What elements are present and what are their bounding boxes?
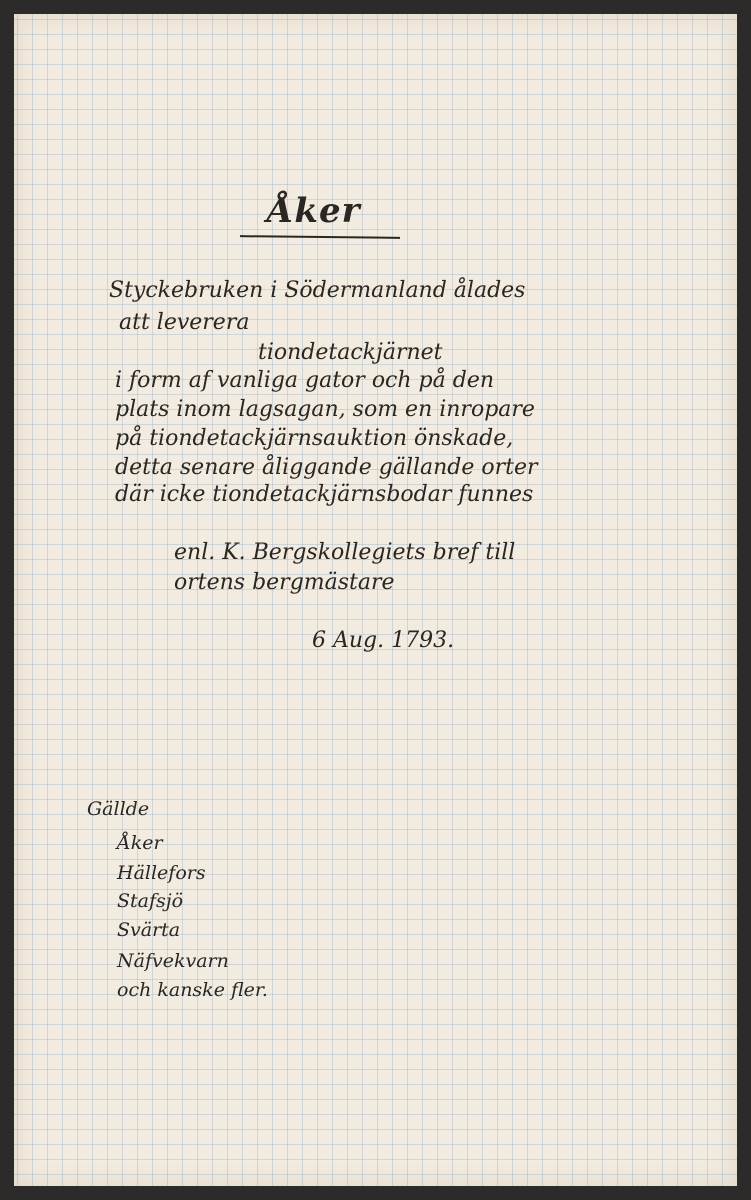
paragraph-line-3: tiondetackjärnet bbox=[258, 340, 443, 365]
list-item-6: och kanske fler. bbox=[117, 979, 268, 1001]
paragraph-line-7: detta senare åliggande gällande orter bbox=[115, 455, 538, 480]
list-item-3: Stafsjö bbox=[117, 890, 184, 912]
paragraph-line-1: Styckebruken i Södermanland ålades bbox=[109, 278, 526, 303]
list-item-1: Åker bbox=[117, 832, 163, 854]
paragraph-line-6: på tiondetackjärnsauktion önskade, bbox=[115, 426, 514, 451]
title-underline bbox=[240, 235, 400, 239]
paragraph-line-8: där icke tiondetackjärnsbodar funnes bbox=[115, 482, 534, 507]
ruled-paper-sheet bbox=[14, 14, 737, 1186]
list-item-5: Näfvekvarn bbox=[117, 950, 229, 972]
reference-line-1: enl. K. Bergskollegiets bref till bbox=[174, 540, 516, 565]
paragraph-line-4: i form af vanliga gator och på den bbox=[115, 368, 495, 393]
document-date: 6 Aug. 1793. bbox=[312, 628, 455, 653]
list-item-4: Svärta bbox=[117, 919, 181, 941]
list-item-2: Hällefors bbox=[117, 862, 206, 884]
list-heading: Gällde bbox=[87, 798, 150, 820]
reference-line-2: ortens bergmästare bbox=[174, 570, 395, 595]
page-title: Åker bbox=[267, 191, 361, 231]
paragraph-line-2: att leverera bbox=[119, 310, 250, 335]
paragraph-line-5: plats inom lagsagan, som en inropare bbox=[115, 397, 535, 422]
